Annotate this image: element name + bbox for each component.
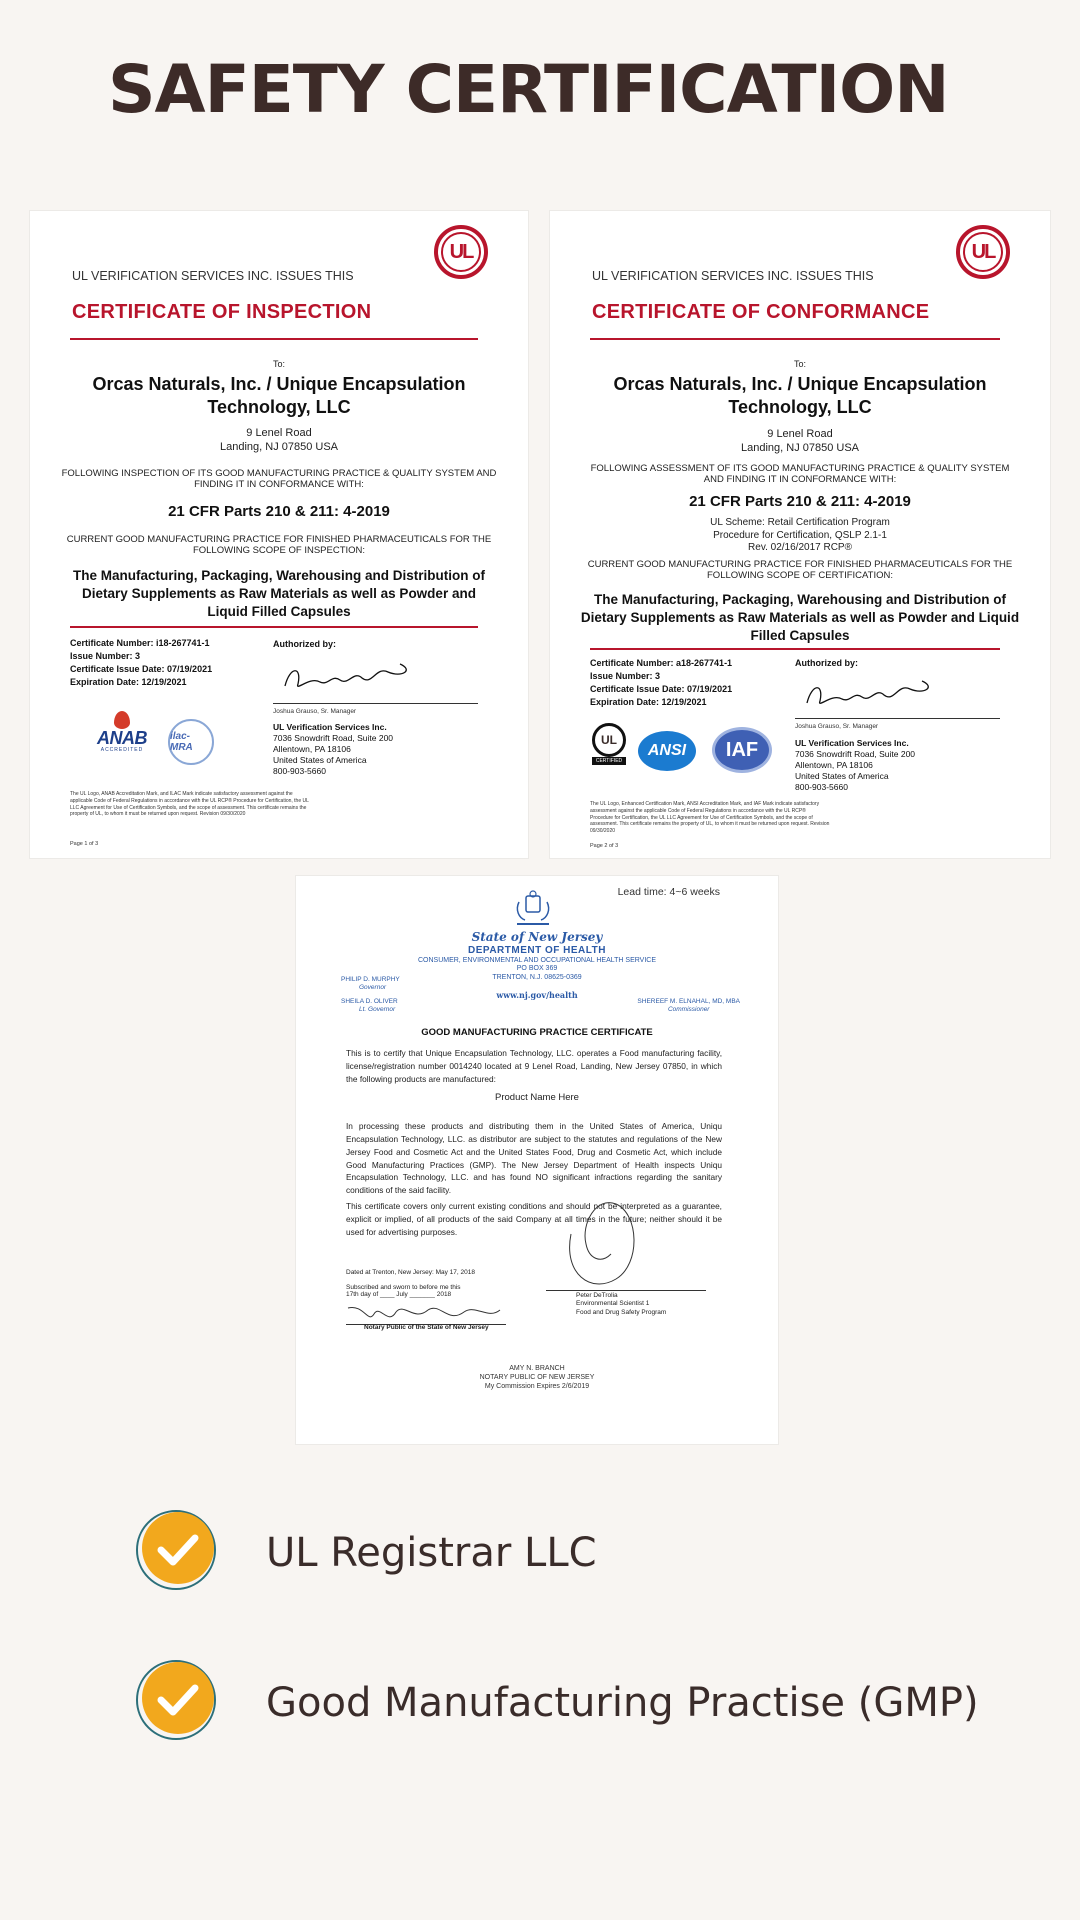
sworn-line: Subscribed and sworn to before me this 17th day of ____ July _______ 2018 bbox=[346, 1284, 461, 1298]
fine-print: The UL Logo, ANAB Accreditation Mark, and ILAC Mark indicate satisfactory assessment against the applicable Code of Federal Regulations in accordance with the UL RCP® Procedure for Certification, the UL LLC Agreement for Use of Certification Symbols, and the scope of assessment. This certificate remains the property of UL, to whom it must be returned upon request. Revision 09/30/2020 bbox=[70, 791, 309, 818]
authorized-label: Authorized by: bbox=[273, 639, 336, 649]
paragraph: This certificate covers only current existing conditions and should not be interpreted as a guarantee, explicit or implied, of all products of the said Company at all times in the future; neither should it be used for advertising purposes. bbox=[346, 1201, 722, 1237]
certificate-of-inspection bbox=[30, 211, 528, 858]
signature bbox=[802, 673, 942, 713]
ul-logo-icon: UL bbox=[434, 225, 488, 279]
website: www.nj.gov/health bbox=[496, 990, 578, 1000]
ansi-logo-icon: ANSI bbox=[638, 731, 696, 771]
scope: The Manufacturing, Packaging, Warehousing and Distribution of Dietary Supplements as Raw Materials as well as Powder and Liquid Filled Capsules bbox=[580, 592, 1020, 644]
to-label: To: bbox=[272, 359, 285, 369]
division: CONSUMER, ENVIRONMENTAL AND OCCUPATIONAL HEALTH SERVICE PO BOX 369 TRENTON, N.J. 08625-0369 bbox=[417, 957, 657, 981]
lead-time: Lead time: 4~6 weeks bbox=[617, 886, 720, 898]
dated-line: Dated at Trenton, New Jersey: May 17, 2018 bbox=[346, 1269, 475, 1276]
ul-address: UL Verification Services Inc. 7036 Snowdrift Road, Suite 200 Allentown, PA 18106 United States of America 800-903-5660 bbox=[795, 738, 916, 793]
divider bbox=[590, 338, 1000, 340]
signer-name: Joshua Grauso, Sr. Manager bbox=[273, 708, 357, 715]
page-title: SAFETY CERTIFICATION bbox=[108, 51, 949, 128]
officials-left: PHILIP D. MURPHY Governor SHEILA D. OLIVER Lt. Governor bbox=[341, 976, 400, 1014]
signature-line bbox=[273, 703, 478, 704]
notary-label: Notary Public of the State of New Jersey bbox=[364, 1324, 489, 1331]
department: DEPARTMENT OF HEALTH bbox=[468, 945, 606, 956]
certificate-details: Certificate Number: a18-267741-1 Issue Number: 3 Certificate Issue Date: 07/19/2021 Expiration Date: 12/19/2021 bbox=[590, 658, 733, 708]
certificate-details: Certificate Number: i18-267741-1 Issue Number: 3 Certificate Issue Date: 07/19/2021 Expiration Date: 12/19/2021 bbox=[70, 638, 213, 688]
current-gmp-text: CURRENT GOOD MANUFACTURING PRACTICE FOR FINISHED PHARMACEUTICALS FOR THE FOLLOWING SCOPE OF INSPECTION: bbox=[66, 534, 492, 557]
page-number: Page 1 of 3 bbox=[70, 841, 99, 847]
ilac-mra-logo-icon: ilac-MRA bbox=[168, 719, 214, 765]
fine-print: The UL Logo, Enhanced Certification Mark, ANSI Accreditation Mark, and IAF Mark indicate satisfactory assessment against the applicable Code of Federal Regulations in accordance with the UL RCP® Procedure for Certification, the UL LLC Agreement for Use of Certification Symbols, and the scope of assessment. This certificate remains the property of UL, to whom it must be returned upon request. Revision 09/30/2020 bbox=[590, 801, 830, 834]
standard: 21 CFR Parts 210 & 211: 4-2019 bbox=[689, 493, 911, 510]
check-circle-icon bbox=[134, 1508, 218, 1592]
bullet-label: Good Manufacturing Practise (GMP) bbox=[266, 1680, 979, 1726]
nj-seal-icon bbox=[513, 890, 553, 928]
authorized-label: Authorized by: bbox=[795, 658, 858, 668]
ul-logo-icon: UL bbox=[956, 225, 1010, 279]
following-text: FOLLOWING ASSESSMENT OF ITS GOOD MANUFACTURING PRACTICE & QUALITY SYSTEM AND FINDING IT IN CONFORMANCE WITH: bbox=[590, 463, 1010, 486]
iaf-logo-icon: IAF bbox=[712, 727, 772, 773]
signature bbox=[561, 1194, 651, 1294]
standard: 21 CFR Parts 210 & 211: 4-2019 bbox=[168, 503, 390, 520]
scheme: UL Scheme: Retail Certification Program Procedure for Certification, QSLP 2.1-1 Rev. 02/16/2017 RCP® bbox=[710, 517, 890, 553]
nj-gmp-certificate bbox=[296, 876, 778, 1444]
company-name: Orcas Naturals, Inc. / Unique Encapsulation Technology, LLC bbox=[92, 374, 466, 417]
address: 9 Lenel Road Landing, NJ 07850 USA bbox=[740, 428, 860, 455]
paragraph: In processing these products and distributing them in the United States of America, Uniqu Encapsulation Technology, LLC. as distributor are subject to the statutes and regulations of the New Jersey Food and Cosmetic Act and the United States Food, Drug and Cosmetic Act, which include Good Manufacturing Practices (GMP). The New Jersey Department of Health inspects Uniqu Encapsulation Technology, LLC. and has found NO significant infractions regarding the sanitary conditions of the said facility. bbox=[346, 1121, 722, 1196]
product-name: Product Name Here bbox=[495, 1092, 579, 1103]
commissioner: SHEREEF M. ELNAHAL, MD, MBA Commissioner bbox=[637, 998, 740, 1014]
divider bbox=[70, 338, 478, 340]
divider bbox=[70, 626, 478, 628]
signature bbox=[280, 656, 420, 696]
certificate-title: GOOD MANUFACTURING PRACTICE CERTIFICATE bbox=[421, 1027, 653, 1038]
following-text: FOLLOWING INSPECTION OF ITS GOOD MANUFACTURING PRACTICE & QUALITY SYSTEM AND FINDING IT IN CONFORMANCE WITH: bbox=[61, 468, 497, 491]
scope: The Manufacturing, Packaging, Warehousing and Distribution of Dietary Supplements as Raw Materials as well as Powder and Liquid Filled Capsules bbox=[72, 568, 485, 620]
issuer-line: UL VERIFICATION SERVICES INC. ISSUES THIS bbox=[72, 269, 354, 283]
check-circle-icon bbox=[134, 1658, 218, 1742]
notary-stamp: AMY N. BRANCH NOTARY PUBLIC OF NEW JERSEY My Commission Expires 2/6/2019 bbox=[479, 1365, 595, 1391]
ul-certified-mark-icon: UL CERTIFIED bbox=[592, 723, 626, 791]
list-item bbox=[134, 1658, 979, 1748]
state-name: State of New Jersey bbox=[471, 930, 603, 944]
issuer-line: UL VERIFICATION SERVICES INC. ISSUES THIS bbox=[592, 269, 874, 283]
address: 9 Lenel Road Landing, NJ 07850 USA bbox=[219, 427, 339, 454]
signer: Peter DeTrolia Environmental Scientist 1 Food and Drug Safety Program bbox=[576, 1292, 667, 1316]
anab-logo-icon: ANAB ACCREDITED bbox=[88, 711, 156, 753]
signer-name: Joshua Grauso, Sr. Manager bbox=[795, 723, 879, 730]
signature-line bbox=[795, 718, 1000, 719]
certificate-type: CERTIFICATE OF INSPECTION bbox=[72, 301, 372, 323]
list-item bbox=[134, 1508, 954, 1598]
bullet-label: UL Registrar LLC bbox=[266, 1530, 597, 1576]
divider bbox=[590, 648, 1000, 650]
to-label: To: bbox=[793, 359, 806, 369]
certificate-type: CERTIFICATE OF CONFORMANCE bbox=[592, 301, 930, 323]
company-name: Orcas Naturals, Inc. / Unique Encapsulation Technology, LLC bbox=[613, 374, 987, 417]
signature-line bbox=[546, 1290, 706, 1291]
certificate-of-conformance bbox=[550, 211, 1050, 858]
current-gmp-text: CURRENT GOOD MANUFACTURING PRACTICE FOR FINISHED PHARMACEUTICALS FOR THE FOLLOWING SCOPE OF CERTIFICATION: bbox=[587, 559, 1013, 582]
paragraph: This is to certify that Unique Encapsulation Technology, LLC. operates a Food manufacturing facility, license/registration number 0014240 located at 9 Lenel Road, Landing, New Jersey 07850, in which the following products are manufactured: bbox=[346, 1048, 722, 1084]
page-number: Page 2 of 3 bbox=[590, 843, 619, 849]
ul-address: UL Verification Services Inc. 7036 Snowdrift Road, Suite 200 Allentown, PA 18106 United States of America 800-903-5660 bbox=[273, 722, 394, 777]
